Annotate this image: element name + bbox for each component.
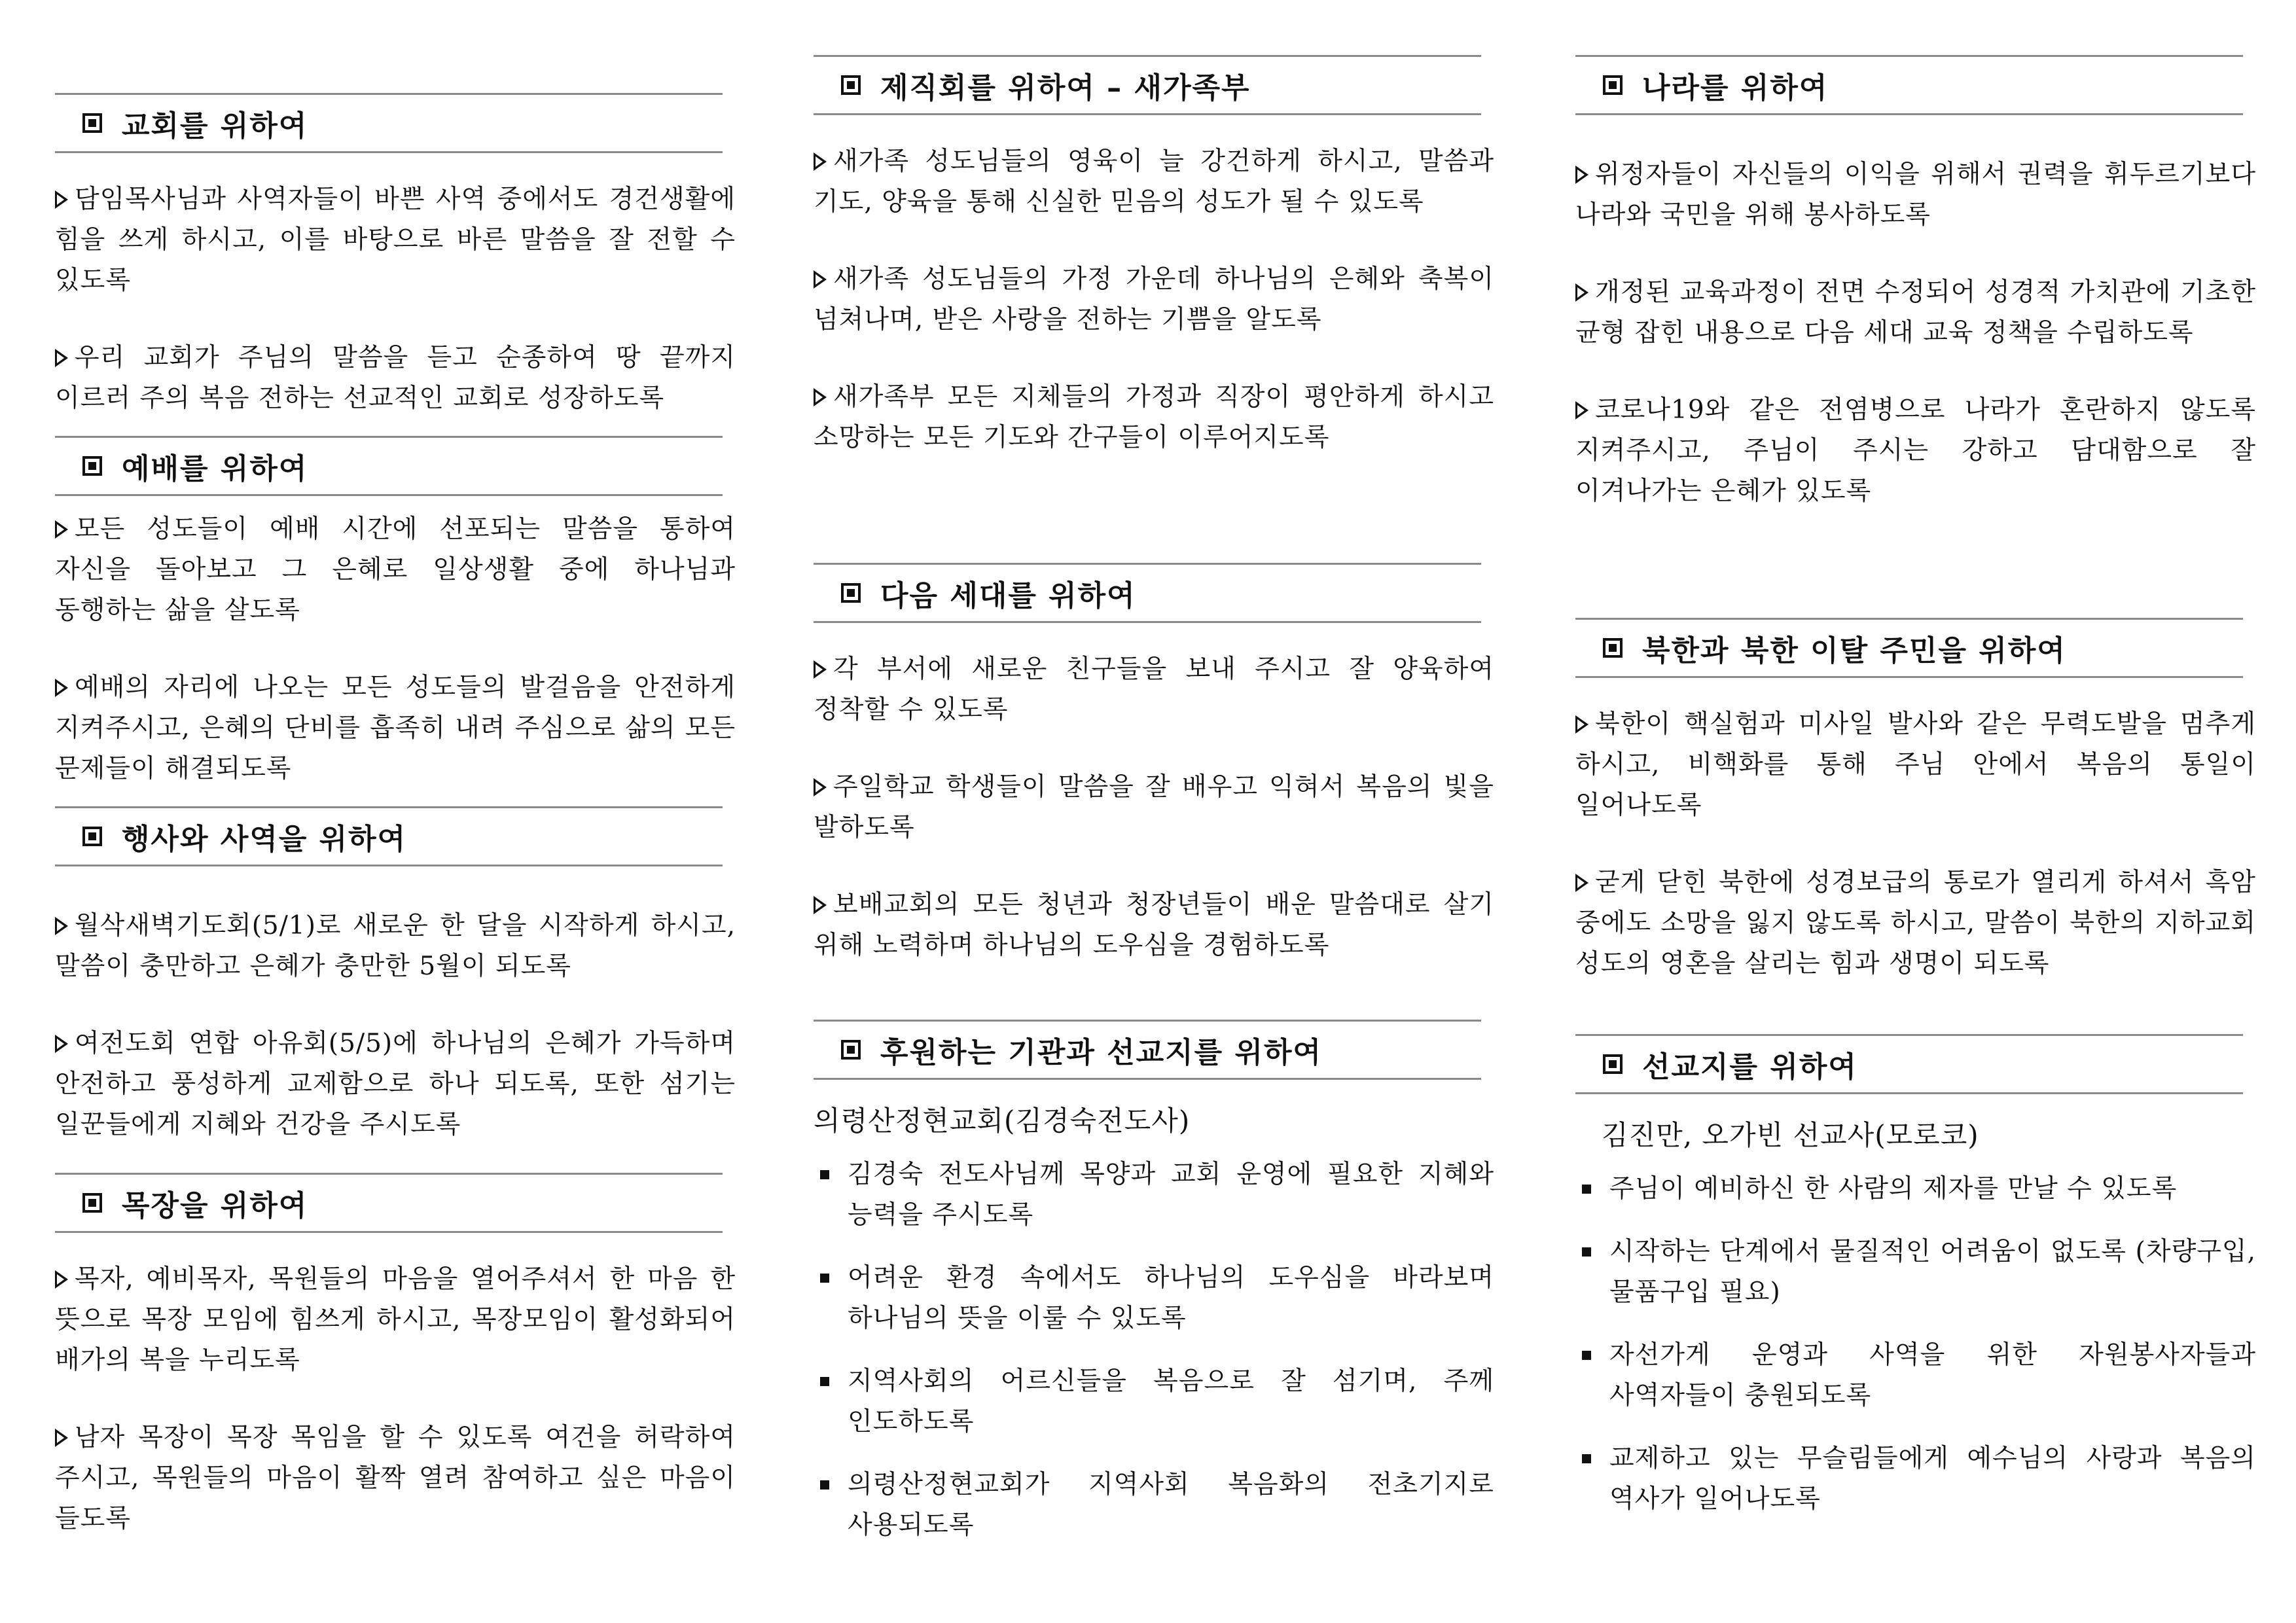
square-bullet-icon (1582, 1454, 1591, 1463)
list-item: 어려운 환경 속에서도 하나님의 도우심을 바라보며 하나님의 뜻을 이룰 수 있도록 (814, 1258, 1494, 1339)
section-header (814, 563, 1481, 623)
triangle-bullet-icon (55, 190, 68, 209)
triangle-bullet-icon (55, 1429, 68, 1447)
prayer-item: 보배교회의 모든 청년과 청장년들이 배운 말씀대로 살기 위해 노력하며 하나님의 도우심을 경험하도록 (814, 890, 1494, 960)
section-cell-group (55, 1173, 736, 1576)
section-worship (55, 436, 736, 826)
prayer-item: 새가족 성도님들의 영육이 늘 강건하게 하시고, 말씀과 기도, 양육을 통해 신실한 믿음의 성도가 될 수 있도록 (814, 147, 1494, 217)
mission-church-name: 의령산정현교회(김경숙전도사) (814, 1105, 1191, 1137)
prayer-item: 개정된 교육과정이 전면 수정되어 성경적 가치관에 기초한 균형 잡힌 내용으로 다음 세대 교육 정책을 수립하도록 (1575, 277, 2256, 348)
section-title: 나라를 위하여 (1642, 71, 1829, 105)
triangle-bullet-icon (55, 520, 68, 539)
section-church (55, 93, 736, 455)
square-bullet-icon (841, 75, 861, 95)
column-left (55, 0, 736, 1623)
section-mission-field (1575, 1034, 2256, 1542)
prayer-item: 우리 교회가 주님의 말씀을 듣고 순종하여 땅 끝까지 이르러 주의 복음 전하는 선교적인 교회로 성장하도록 (55, 343, 736, 413)
prayer-item: 담임목사님과 사역자들이 바쁜 사역 중에서도 경건생활에 힘을 쓰게 하시고, 이를 바탕으로 바른 말씀을 잘 전할 수 있도록 (55, 185, 736, 295)
section-title: 다음 세대를 위하여 (880, 579, 1136, 613)
list-item: 김경숙 전도사님께 목양과 교회 운영에 필요한 지혜와 능력을 주시도록 (814, 1154, 1494, 1236)
section-title: 예배를 위하여 (122, 452, 308, 486)
section-title: 제직회를 위하여 – 새가족부 (880, 71, 1251, 105)
section-title: 목장을 위하여 (122, 1189, 308, 1222)
square-bullet-icon (841, 1040, 861, 1060)
section-header (55, 436, 723, 496)
section-next-generation (814, 563, 1494, 1003)
triangle-bullet-icon (814, 152, 827, 171)
section-header (1575, 618, 2243, 678)
prayer-item: 북한이 핵실험과 미사일 발사와 같은 무력도발을 멈추게 하시고, 비핵화를 통해 주님 안에서 복음의 통일이 일어나도록 (1575, 709, 2256, 820)
triangle-bullet-icon (1575, 401, 1588, 419)
square-bullet-icon (820, 1274, 829, 1283)
section-supported-missions (814, 1020, 1494, 1568)
section-header (1575, 1034, 2243, 1094)
prayer-item: 각 부서에 새로운 친구들을 보내 주시고 잘 양육하여 정착할 수 있도록 (814, 654, 1494, 724)
list-item: 주님이 예비하신 한 사람의 제자를 만날 수 있도록 (1575, 1169, 2256, 1209)
triangle-bullet-icon (814, 270, 827, 289)
square-bullet-icon (841, 583, 861, 603)
square-bullet-icon (82, 456, 102, 476)
prayer-item: 주일학교 학생들이 말씀을 잘 배우고 익혀서 복음의 빛을 발하도록 (814, 772, 1494, 842)
section-header (55, 1173, 723, 1233)
square-bullet-icon (1582, 1185, 1591, 1194)
square-bullet-icon (820, 1377, 829, 1386)
section-header (55, 806, 723, 866)
triangle-bullet-icon (55, 917, 68, 935)
triangle-bullet-icon (814, 660, 827, 679)
triangle-bullet-icon (55, 1035, 68, 1053)
square-bullet-icon (820, 1480, 829, 1489)
prayer-item: 모든 성도들이 예배 시간에 선포되는 말씀을 통하여 자신을 돌아보고 그 은혜로 일상생활 중에 하나님과 동행하는 삶을 살도록 (55, 514, 736, 625)
list-item: 자선가게 운영과 사역을 위한 자원봉사자들과 사역자들이 충원되도록 (1575, 1335, 2256, 1416)
triangle-bullet-icon (55, 679, 68, 697)
section-header (1575, 55, 2243, 115)
square-bullet-icon (1582, 1247, 1591, 1257)
section-title: 북한과 북한 이탈 주민을 위하여 (1642, 634, 2066, 668)
section-events (55, 806, 736, 1182)
square-bullet-icon (820, 1170, 829, 1179)
prayer-item: 목자, 예비목자, 목원들의 마음을 열어주셔서 한 마음 한 뜻으로 목장 모임에 힘쓰게 하시고, 목장모임이 활성화되어 배가의 복을 누리도록 (55, 1264, 736, 1375)
column-right (1575, 0, 2256, 1623)
square-bullet-icon (1603, 1054, 1623, 1074)
prayer-item: 새가족부 모든 지체들의 가정과 직장이 평안하게 하시고 소망하는 모든 기도와 간구들이 이루어지도록 (814, 382, 1494, 452)
column-middle (814, 0, 1494, 1623)
prayer-item: 위정자들이 자신들의 이익을 위해서 권력을 휘두르기보다 나라와 국민을 위해 봉사하도록 (1575, 160, 2256, 230)
square-bullet-icon (1582, 1351, 1591, 1360)
triangle-bullet-icon (55, 1270, 68, 1289)
section-title: 선교지를 위하여 (1642, 1050, 1857, 1084)
triangle-bullet-icon (1575, 715, 1588, 734)
section-nation (1575, 55, 2256, 548)
square-bullet-icon (82, 827, 102, 846)
prayer-item: 여전도회 연합 아유회(5/5)에 하나님의 은혜가 가득하며 안전하고 풍성하게 교제함으로 하나 되도록, 또한 섬기는 일꾼들에게 지혜와 건강을 주시도록 (55, 1029, 736, 1139)
triangle-bullet-icon (814, 778, 827, 796)
section-header (814, 55, 1481, 115)
list-item: 의령산정현교회가 지역사회 복음화의 전초기지로 사용되도록 (814, 1465, 1494, 1546)
triangle-bullet-icon (1575, 166, 1588, 184)
square-bullet-icon (1603, 75, 1623, 95)
prayer-item: 코로나19와 같은 전염병으로 나라가 혼란하지 않도록 지켜주시고, 주님이 주시는 강하고 담대함으로 잘 이겨나가는 은혜가 있도록 (1575, 395, 2256, 506)
prayer-item: 남자 목장이 목장 목임을 할 수 있도록 여건을 허락하여 주시고, 목원들의 마음이 활짝 열려 참여하고 싶은 마음이 들도록 (55, 1423, 736, 1533)
list-item: 교제하고 있는 무슬림들에게 예수님의 사랑과 복음의 역사가 일어나도록 (1575, 1438, 2256, 1520)
list-item: 시작하는 단계에서 물질적인 어려움이 없도록 (차량구입, 물품구입 필요) (1575, 1232, 2256, 1313)
section-header (55, 93, 723, 153)
triangle-bullet-icon (1575, 283, 1588, 302)
missionary-name: 김진만, 오가빈 선교사(모로코) (1602, 1119, 1979, 1151)
square-bullet-icon (82, 1193, 102, 1213)
section-title: 교회를 위하여 (122, 109, 308, 143)
triangle-bullet-icon (814, 388, 827, 406)
section-deacons (814, 55, 1494, 495)
triangle-bullet-icon (55, 349, 68, 367)
prayer-item: 예배의 자리에 나오는 모든 성도들의 발걸음을 안전하게 지켜주시고, 은혜의 단비를 흡족히 내려 주심으로 삶의 모든 문제들이 해결되도록 (55, 673, 736, 783)
prayer-item: 굳게 닫힌 북한에 성경보급의 통로가 열리게 하셔서 흑암 중에도 소망을 잃지 않도록 하시고, 말씀이 북한의 지하교회 성도의 영혼을 살리는 힘과 생명이 되도록 (1575, 868, 2256, 978)
list-item: 지역사회의 어르신들을 복음으로 잘 섬기며, 주께 인도하도록 (814, 1361, 1494, 1442)
prayer-item: 새가족 성도님들의 가정 가운데 하나님의 은혜와 축복이 넘쳐나며, 받은 사랑을 전하는 기쁨을 알도록 (814, 264, 1494, 334)
section-header (814, 1020, 1481, 1080)
section-title: 행사와 사역을 위하여 (122, 823, 407, 856)
prayer-item: 월삭새벽기도회(5/1)로 새로운 한 달을 시작하게 하시고, 말씀이 충만하고 은혜가 충만한 5월이 되도록 (55, 911, 736, 981)
triangle-bullet-icon (814, 896, 827, 914)
square-bullet-icon (1603, 638, 1623, 658)
square-bullet-icon (82, 113, 102, 133)
triangle-bullet-icon (1575, 874, 1588, 892)
section-north-korea (1575, 618, 2256, 1021)
section-title: 후원하는 기관과 선교지를 위하여 (880, 1036, 1323, 1069)
